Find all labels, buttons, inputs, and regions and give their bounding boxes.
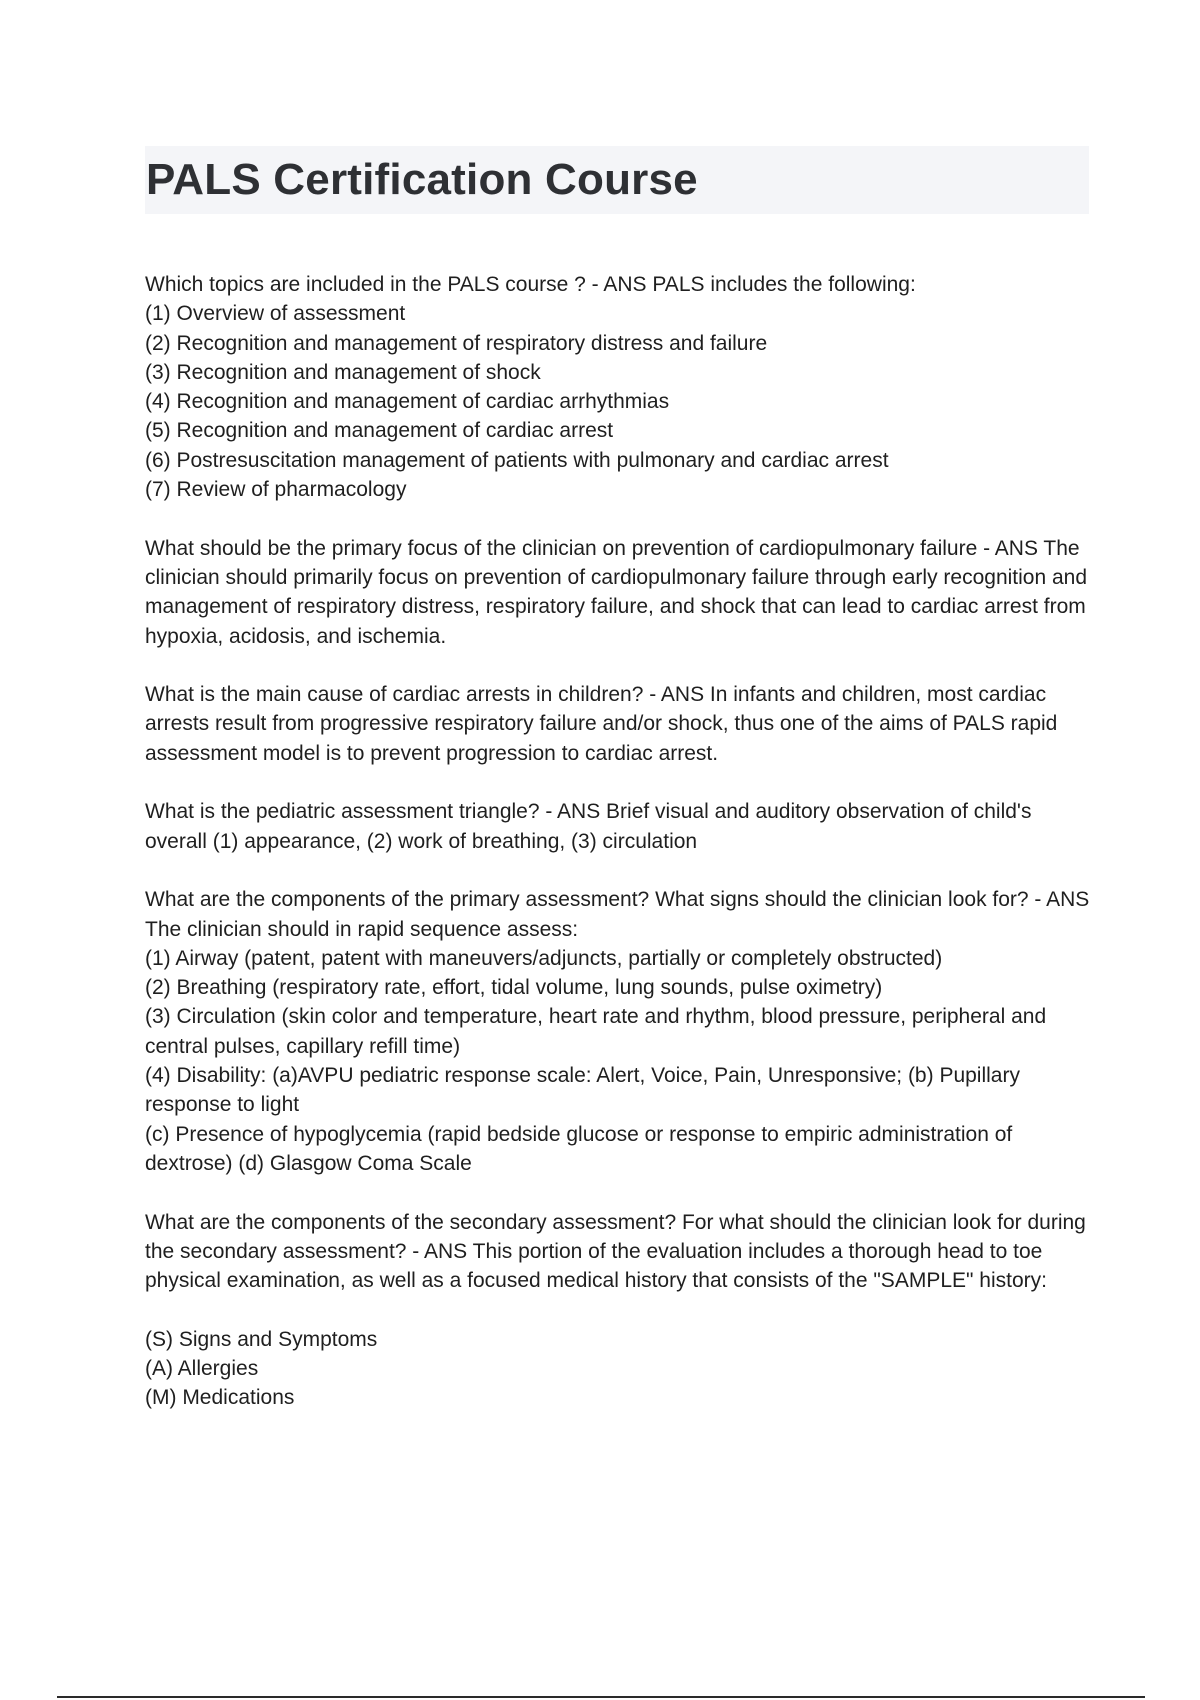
qa-primary-assessment bbox=[145, 885, 1090, 1178]
list-item: (2) Breathing (respiratory rate, effort, tidal volume, lung sounds, pulse oximetry) bbox=[145, 976, 883, 1000]
question-answer-text: Which topics are included in the PALS course ? - ANS PALS includes the following: bbox=[145, 273, 916, 296]
list-item: (6) Postresuscitation management of patients with pulmonary and cardiac arrest bbox=[145, 448, 889, 472]
list-item: (2) Recognition and management of respiratory distress and failure bbox=[145, 331, 768, 355]
list-item: (c) Presence of hypoglycemia (rapid bedside glucose or response to empiric administration of dextrose) (d) Glasgow Coma Scale bbox=[145, 1122, 1013, 1175]
question-answer-text: What are the components of the secondary assessment? For what should the clinician look for during the secondary assessment? - ANS This portion of the evaluation includes a thorough head to toe physical examination, as well as a focused medical history that consists of the "SAMPLE" history: bbox=[145, 1210, 1086, 1293]
qa-assessment-triangle bbox=[145, 797, 1090, 856]
question-answer-text: What should be the primary focus of the clinician on prevention of cardiopulmonary failure - ANS The clinician should primarily focus on prevention of cardiopulmonary failure through early recognition and management of respiratory distress, respiratory failure, and shock that can lead to cardiac arrest from hypoxia, acidosis, and ischemia. bbox=[145, 536, 1088, 648]
question-answer-text: What is the pediatric assessment triangle? - ANS Brief visual and auditory observation of child's overall (1) appearance, (2) work of breathing, (3) circulation bbox=[145, 800, 1032, 853]
qa-secondary-assessment bbox=[145, 1208, 1090, 1296]
list-item: (M) Medications bbox=[145, 1386, 295, 1410]
qa-main-cause bbox=[145, 680, 1090, 768]
list-item: (1) Airway (patent, patent with maneuvers/adjuncts, partially or completely obstructed) bbox=[145, 946, 943, 970]
page-bottom-divider bbox=[57, 1696, 1145, 1698]
list-item: (1) Overview of assessment bbox=[145, 302, 406, 326]
list-item: (7) Review of pharmacology bbox=[145, 478, 407, 502]
title-banner bbox=[145, 146, 1089, 214]
sample-history-list bbox=[145, 1325, 1090, 1413]
list-item: (A) Allergies bbox=[145, 1356, 259, 1380]
list-item: (3) Recognition and management of shock bbox=[145, 360, 541, 384]
document-body bbox=[145, 270, 1090, 1413]
qa-pals-topics bbox=[145, 270, 1090, 504]
list-item: (4) Recognition and management of cardiac arrhythmias bbox=[145, 390, 670, 414]
list-item: (4) Disability: (a)AVPU pediatric response scale: Alert, Voice, Pain, Unresponsive; (b) Pupillary response to light bbox=[145, 1064, 1020, 1117]
question-answer-text: What are the components of the primary assessment? What signs should the clinician look for? - ANS The clinician should in rapid sequence assess: bbox=[145, 888, 1090, 941]
list-item: (S) Signs and Symptoms bbox=[145, 1327, 378, 1351]
question-answer-text: What is the main cause of cardiac arrests in children? - ANS In infants and children, most cardiac arrests result from progressive respiratory failure and/or shock, thus one of the aims of PALS rapid assessment model is to prevent progression to cardiac arrest. bbox=[145, 683, 1058, 765]
document-page bbox=[145, 146, 1090, 1442]
list-item: (3) Circulation (skin color and temperature, heart rate and rhythm, blood pressure, peripheral and central pulses, capillary refill time) bbox=[145, 1005, 1047, 1058]
page-title: PALS Certification Course bbox=[146, 155, 698, 204]
list-item: (5) Recognition and management of cardiac arrest bbox=[145, 419, 614, 443]
qa-primary-focus bbox=[145, 534, 1090, 651]
